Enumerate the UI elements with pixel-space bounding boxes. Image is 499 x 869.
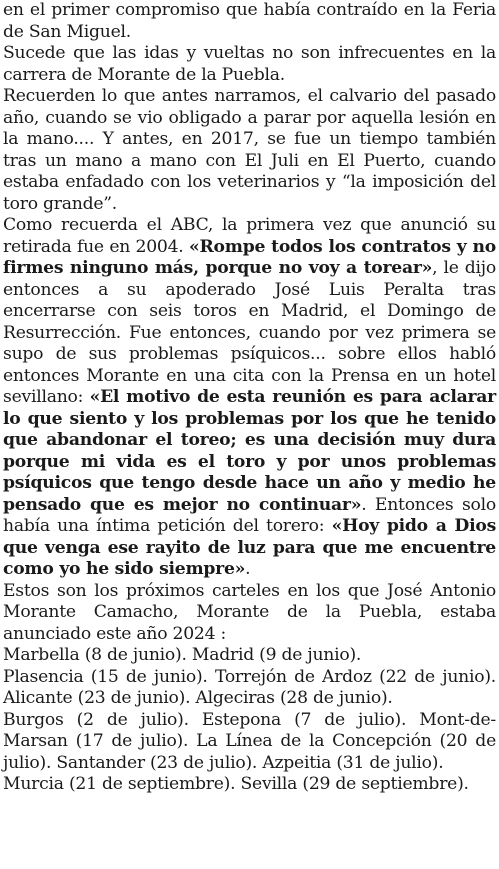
quote-retirement: «Rompe todos los contratos y no firmes ninguno más, porque no voy a torear» [3, 236, 496, 278]
paragraph-1: en el primer compromiso que había contraído en la Feria de San Miguel. [3, 0, 496, 42]
paragraph-3: Recuerden lo que antes narramos, el calvario del pasado año, cuando se vio obligado a parar por aquella lesión en la mano.... Y antes, en 2017, se fue un tiempo también tras un mano a mano con El Juli en El Puerto, cuando estaba enfadado con los veterinarios y “la imposición del toro grande”. [3, 86, 496, 214]
paragraph-2: Sucede que las idas y vueltas no son infrecuentes en la carrera de Morante de la Puebla. [3, 43, 496, 85]
paragraph-4-text-b: , le dijo entonces a su apoderado José Luis Peralta tras encerrarse con seis toros en Madrid, el Domingo de Resurrección. Fue entonces, cuando por vez primera se supo de sus problemas psíquicos... sobre ellos habló entonces Morante en una cita con la Prensa en un hotel sevillano: [3, 258, 496, 407]
schedule-june-early: Marbella (8 de junio). Madrid (9 de junio). [3, 645, 362, 665]
schedule-july: Burgos (2 de julio). Estepona (7 de julio). Mont-de-Marsan (17 de julio). La Línea de la Concepción (20 de julio). Santander (23 de julio). Azpeitia (31 de julio). [3, 709, 496, 773]
paragraph-4 [3, 215, 496, 581]
quote-press-conference: «El motivo de esta reunión es para aclarar lo que siento y los problemas por los que he tenido que abandonar el toreo; es una decisión muy dura porque mi vida es el toro y por unos problemas psíquicos que tengo desde hace un año y medio he pensado que es mejor no continuar» [3, 387, 496, 515]
quote-prayer: «Hoy pido a Dios que venga ese rayito de luz para que me encuentre como yo he sido siempre» [3, 516, 496, 579]
paragraph-4-text-d: . [245, 559, 251, 579]
paragraph-4-text-a: Como recuerda el ABC, la primera vez que anunció su retirada fue en 2004. [3, 215, 496, 257]
paragraph-5: Estos son los próximos carteles en los que José Antonio Morante Camacho, Morante de la Puebla, estaba anunciado este año 2024 : [3, 580, 496, 644]
schedule-june: Plasencia (15 de junio). Torrejón de Ardoz (22 de junio). Alicante (23 de junio). Algeciras (28 de junio). [3, 666, 496, 708]
schedule-september: Murcia (21 de septiembre). Sevilla (29 de septiembre). [3, 774, 469, 794]
paragraph-4-text-c: . Entonces solo había una íntima petición del torero: [3, 494, 496, 536]
